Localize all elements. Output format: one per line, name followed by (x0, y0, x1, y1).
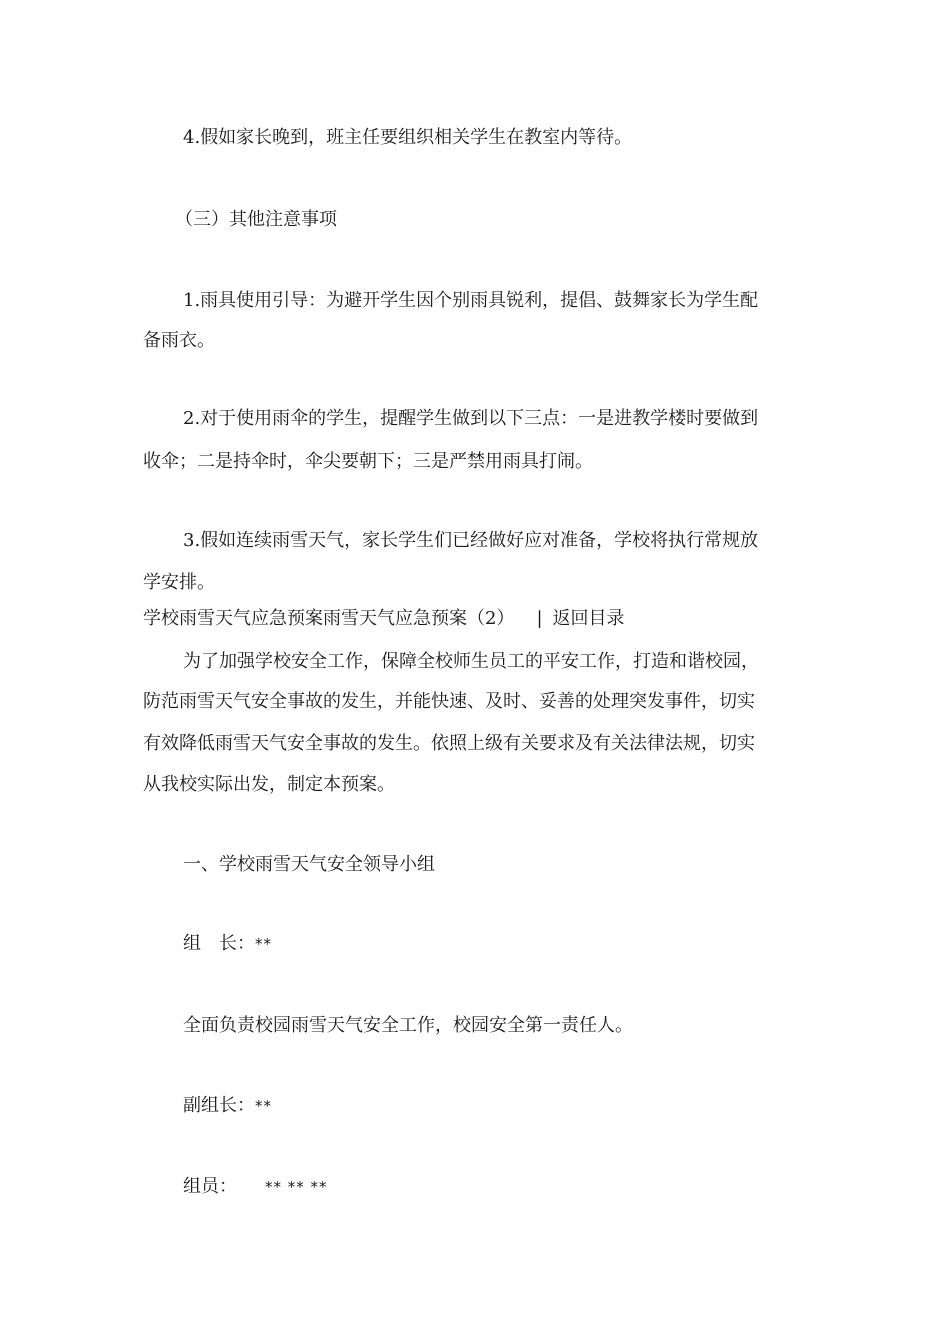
section-title: 学校雨雪天气应急预案雨雪天气应急预案（2） (143, 608, 515, 629)
members-label: 组员： (183, 1176, 237, 1197)
list-item-1-line-2: 备雨衣。 (143, 330, 215, 351)
list-item-1-line-1: 1.雨具使用引导：为避开学生因个别雨具锐利，提倡、鼓舞家长为学生配 (183, 290, 759, 311)
intro-line-4: 从我校实际出发，制定本预案。 (143, 774, 395, 795)
leader-duty: 全面负责校园雨雪天气安全工作，校园安全第一责任人。 (183, 1015, 633, 1036)
section-title-row (143, 607, 625, 631)
section-heading-1: 一、学校雨雪天气安全领导小组 (183, 854, 435, 875)
leader-value: ** (255, 935, 272, 953)
deputy-value: ** (255, 1097, 272, 1115)
members-row (183, 1175, 328, 1199)
deputy-row (183, 1094, 272, 1118)
intro-line-2: 防范雨雪天气安全事故的发生，并能快速、及时、妥善的处理突发事件，切实 (143, 691, 755, 712)
intro-line-1: 为了加强学校安全工作，保障全校师生员工的平安工作，打造和谐校园， (183, 651, 759, 672)
list-item-3-line-2: 学安排。 (143, 572, 215, 593)
leader-label: 组 长： (183, 933, 255, 954)
list-item-3-line-1: 3.假如连续雨雪天气，家长学生们已经做好应对准备，学校将执行常规放 (183, 530, 759, 551)
intro-line-3: 有效降低雨雪天气安全事故的发生。依照上级有关要求及有关法律法规，切实 (143, 733, 755, 754)
deputy-label: 副组长： (183, 1095, 255, 1116)
list-item-2-line-2: 收伞；二是持伞时，伞尖要朝下；三是严禁用雨具打闹。 (143, 451, 593, 472)
title-separator: | (536, 608, 543, 629)
back-to-toc-link[interactable]: 返回目录 (552, 608, 625, 629)
list-item-2-line-1: 2.对于使用雨伞的学生，提醒学生做到以下三点：一是进教学楼时要做到 (183, 408, 759, 429)
members-value: ** ** ** (265, 1178, 328, 1196)
leader-row (183, 932, 272, 956)
list-item-4: 4.假如家长晚到，班主任要组织相关学生在教室内等待。 (183, 127, 633, 148)
section-heading-3: （三）其他注意事项 (175, 209, 337, 230)
